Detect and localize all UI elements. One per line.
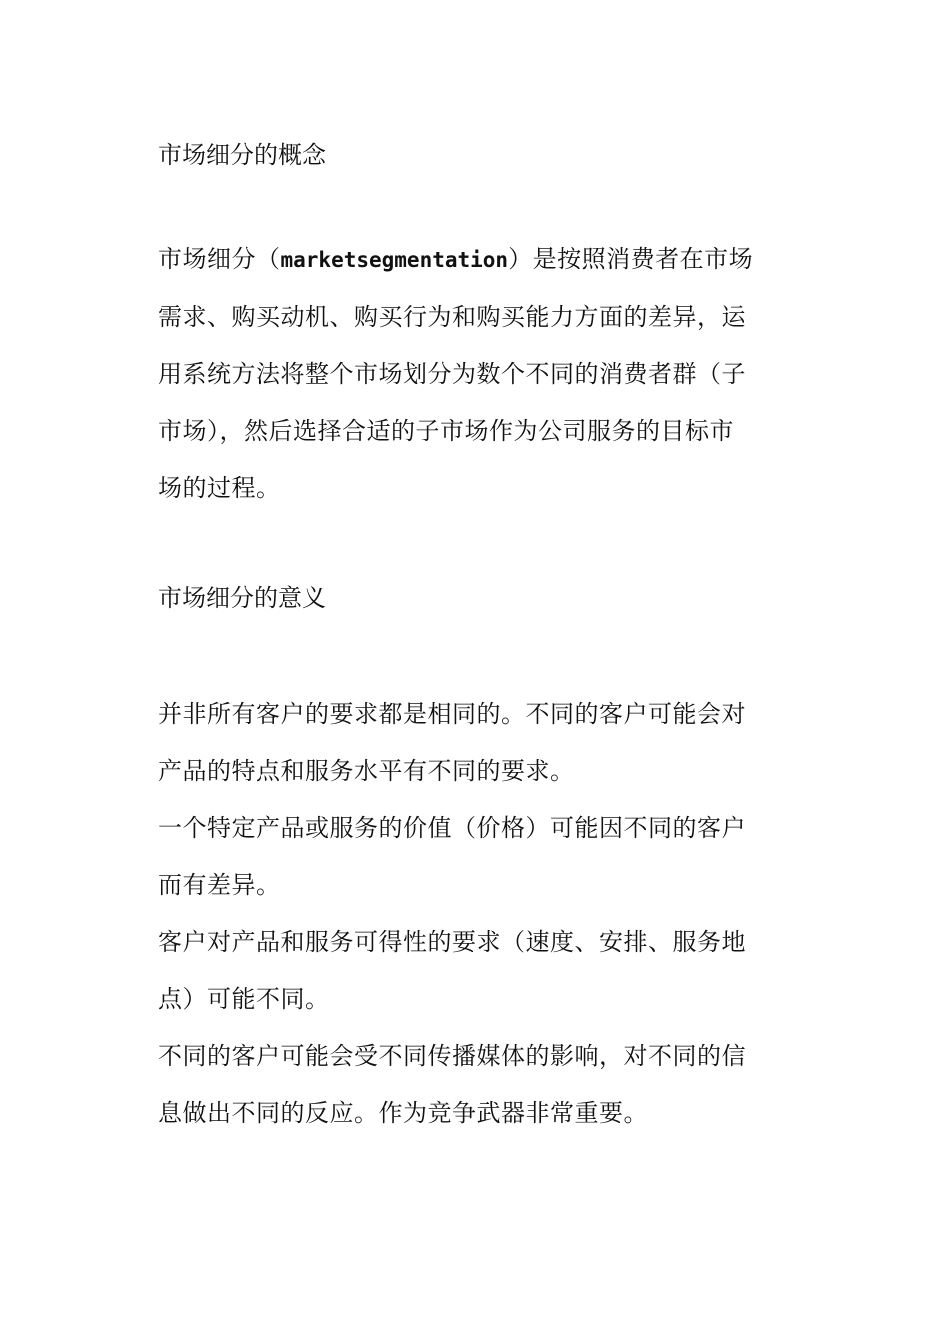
heading-concept: 市场细分的概念 [158, 141, 326, 169]
definition-line-1 [158, 231, 788, 289]
significance-line: 而有差异。 [158, 871, 281, 899]
significance-line: 息做出不同的反应。作为竞争武器非常重要。 [158, 1099, 648, 1127]
term-marketsegmentation: marketsegmentation [280, 248, 509, 272]
definition-line-2: 需求、购买动机、购买行为和购买能力方面的差异，运 [158, 303, 746, 331]
significance-line: 并非所有客户的要求都是相同的。不同的客户可能会对 [158, 700, 746, 728]
definition-paragraph [158, 231, 788, 517]
significance-paragraph [158, 686, 788, 1142]
definition-lead: 市场细分（ [158, 245, 281, 273]
definition-line-3: 用系统方法将整个市场划分为数个不同的消费者群（子 [158, 360, 746, 388]
significance-line: 一个特定产品或服务的价值（价格）可能因不同的客户 [158, 814, 746, 842]
significance-line: 产品的特点和服务水平有不同的要求。 [158, 757, 575, 785]
significance-line: 不同的客户可能会受不同传播媒体的影响，对不同的信 [158, 1042, 746, 1070]
definition-line-4: 市场），然后选择合适的子市场作为公司服务的目标市 [158, 417, 734, 445]
definition-line-5: 场的过程。 [158, 474, 281, 502]
significance-line: 客户对产品和服务可得性的要求（速度、安排、服务地 [158, 928, 746, 956]
definition-line1-rest: ）是按照消费者在市场 [508, 245, 754, 273]
significance-line: 点）可能不同。 [158, 985, 330, 1013]
heading-significance: 市场细分的意义 [158, 584, 326, 612]
